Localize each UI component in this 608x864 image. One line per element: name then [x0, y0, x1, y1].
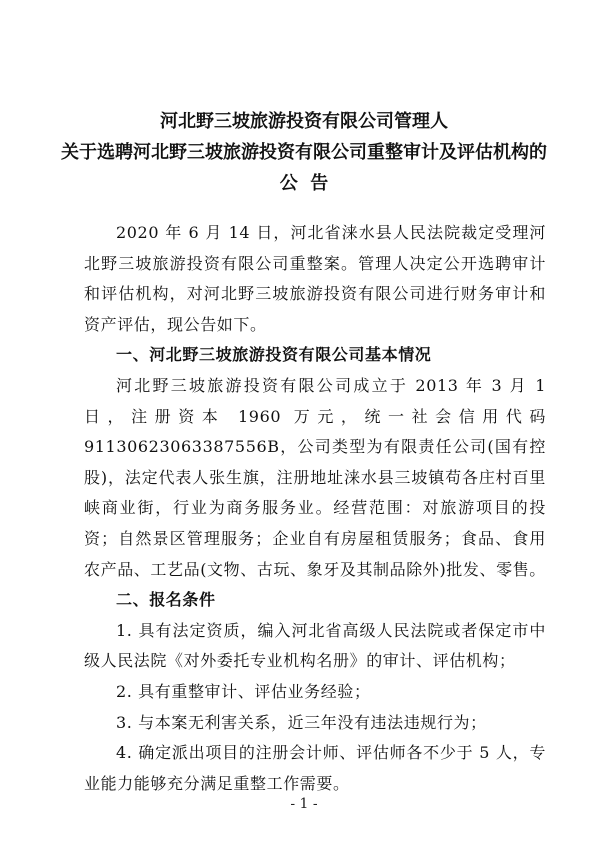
condition-item-2: 2. 具有重整审计、评估业务经验； — [116, 681, 371, 701]
page-number: - 1 - — [290, 796, 318, 812]
title-line-1: 河北野三坡旅游投资有限公司管理人 — [160, 111, 448, 132]
title-line-2: 关于选聘河北野三坡旅游投资有限公司重整审计及评估机构的 — [61, 142, 547, 163]
intro-paragraph: 2020 年 6 月 14 日，河北省涞水县人民法院裁定受理河北野三坡旅游投资有限公司重整案。管理人决定公开选聘审计和评估机构，对河北野三坡旅游投资有限公司进行财务审计和资产评估，现公告如下。 — [84, 223, 546, 334]
section-2-heading: 二、报名条件 — [116, 590, 216, 610]
section-1-paragraph: 河北野三坡旅游投资有限公司成立于 2013 年 3 月 1 日，注册资本 1960 万元，统一社会信用代码 91130623063387556B，公司类型为有限责任公司(国有控股)，法定代表人张生旗，注册地址涞水县三坡镇苟各庄村百里峡商业街，行业为商务服务业。经营范围：对旅游项目的投资；自然景区管理服务；企业自有房屋租赁服务；食品、食用农产品、工艺品(文物、古玩、象牙及其制品除外)批发、零售。 — [84, 375, 546, 579]
document-title — [60, 106, 548, 199]
condition-item-1: 1. 具有法定资质，编入河北省高级人民法院或者保定市中级人民法院《对外委托专业机构名册》的审计、评估机构； — [84, 620, 546, 671]
document-body — [84, 218, 546, 799]
condition-item-4: 4. 确定派出项目的注册会计师、评估师各不少于 5 人，专业能力能够充分满足重整工作需要。 — [84, 743, 546, 793]
title-line-3: 公 告 — [279, 173, 329, 194]
condition-item-3: 3. 与本案无利害关系，近三年没有违法违规行为； — [116, 712, 487, 732]
section-1-heading: 一、河北野三坡旅游投资有限公司基本情况 — [116, 345, 432, 365]
